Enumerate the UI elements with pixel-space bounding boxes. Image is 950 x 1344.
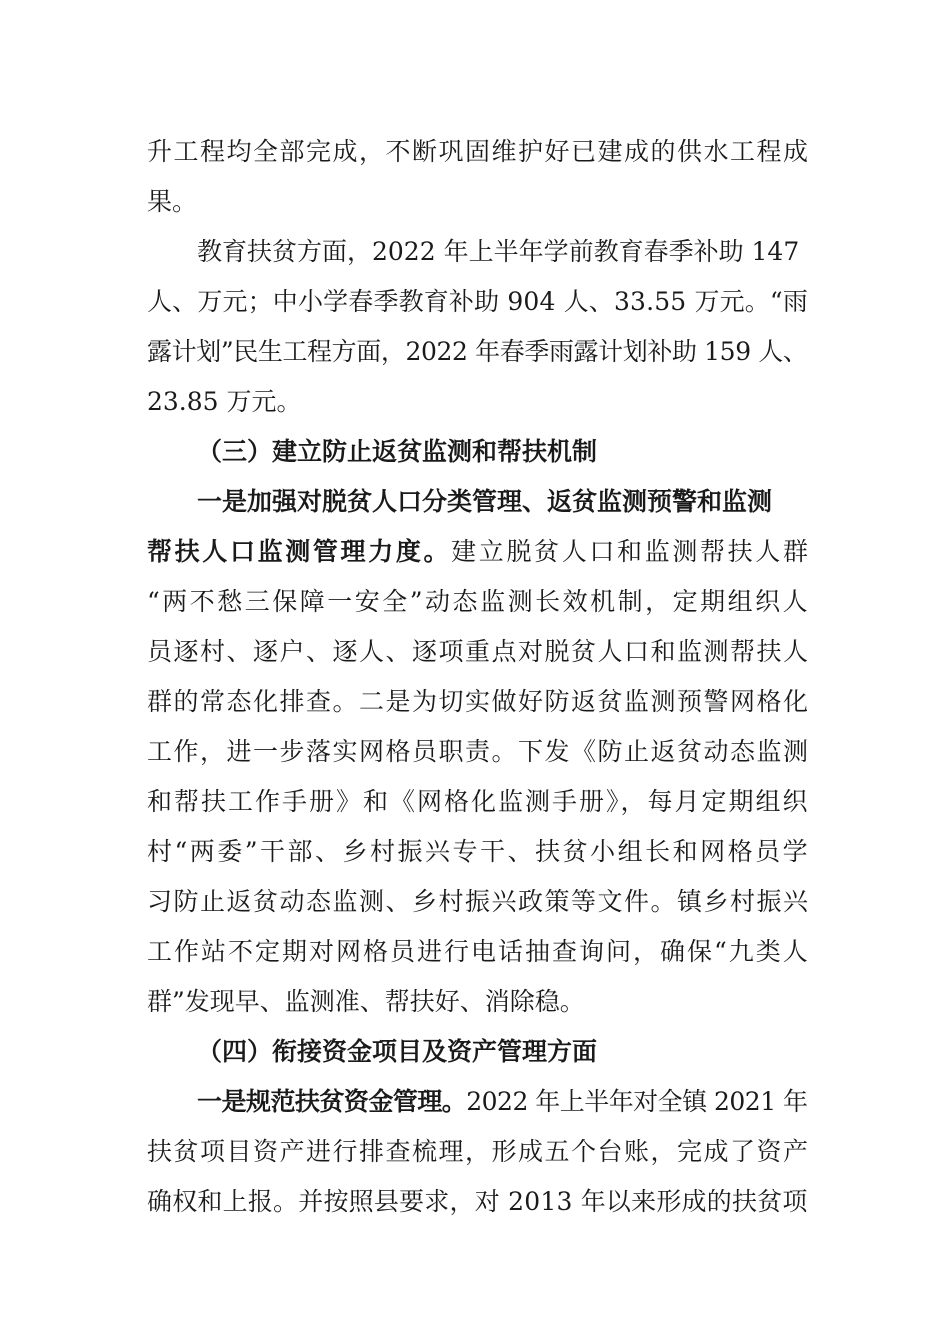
body-text: 建立脱贫人口和监测帮扶人群 [451,537,811,566]
body-line: 果。 [147,187,198,216]
body-line: 习防止返贫动态监测、乡村振兴政策等文件。镇乡村振兴 [147,887,810,916]
body-line: “两不愁三保障一安全”动态监测长效机制，定期组织人 [147,587,811,616]
body-line: 升工程均全部完成，不断巩固维护好已建成的供水工程成 [147,137,810,166]
body-text: 2022 年上半年对全镇 2021 年 [466,1087,808,1116]
body-line: 和帮扶工作手册》和《网格化监测手册》，每月定期组织 [147,787,810,816]
body-line: 确权和上报。并按照县要求，对 2013 年以来形成的扶贫项 [147,1187,808,1216]
body-line: 露计划”民生工程方面，2022 年春季雨露计划补助 159 人、 [147,337,808,366]
section-heading-3: （三）建立防止返贫监测和帮扶机制 [197,437,598,466]
bold-lead-text: 一是规范扶贫资金管理。 [197,1087,467,1116]
body-line: 23.85 万元。 [147,387,302,416]
body-line: 群的常态化排查。二是为切实做好防返贫监测预警网格化 [147,687,810,716]
body-line [147,537,811,567]
body-line: 人、万元；中小学春季教育补助 904 人、33.55 万元。“雨 [147,287,809,316]
body-line: 工作，进一步落实网格员职责。下发《防止返贫动态监测 [147,737,810,766]
body-line: 扶贫项目资产进行排查梳理，形成五个台账，完成了资产 [147,1137,810,1166]
section-heading-4: （四）衔接资金项目及资产管理方面 [197,1037,598,1066]
bold-lead-text: 帮扶人口监测管理力度。 [147,537,452,566]
body-line: 村“两委”干部、乡村振兴专干、扶贫小组长和网格员学 [147,837,811,866]
bold-lead-line: 一是加强对脱贫人口分类管理、返贫监测预警和监测 [197,487,773,516]
body-line [197,1087,808,1117]
paragraph-education-line: 教育扶贫方面，2022 年上半年学前教育春季补助 147 [197,237,800,266]
body-line: 员逐村、逐户、逐人、逐项重点对脱贫人口和监测帮扶人 [147,637,810,666]
body-line: 群”发现早、监测准、帮扶好、消除稳。 [147,987,585,1016]
body-line: 工作站不定期对网格员进行电话抽查询问，确保“九类人 [147,937,810,966]
